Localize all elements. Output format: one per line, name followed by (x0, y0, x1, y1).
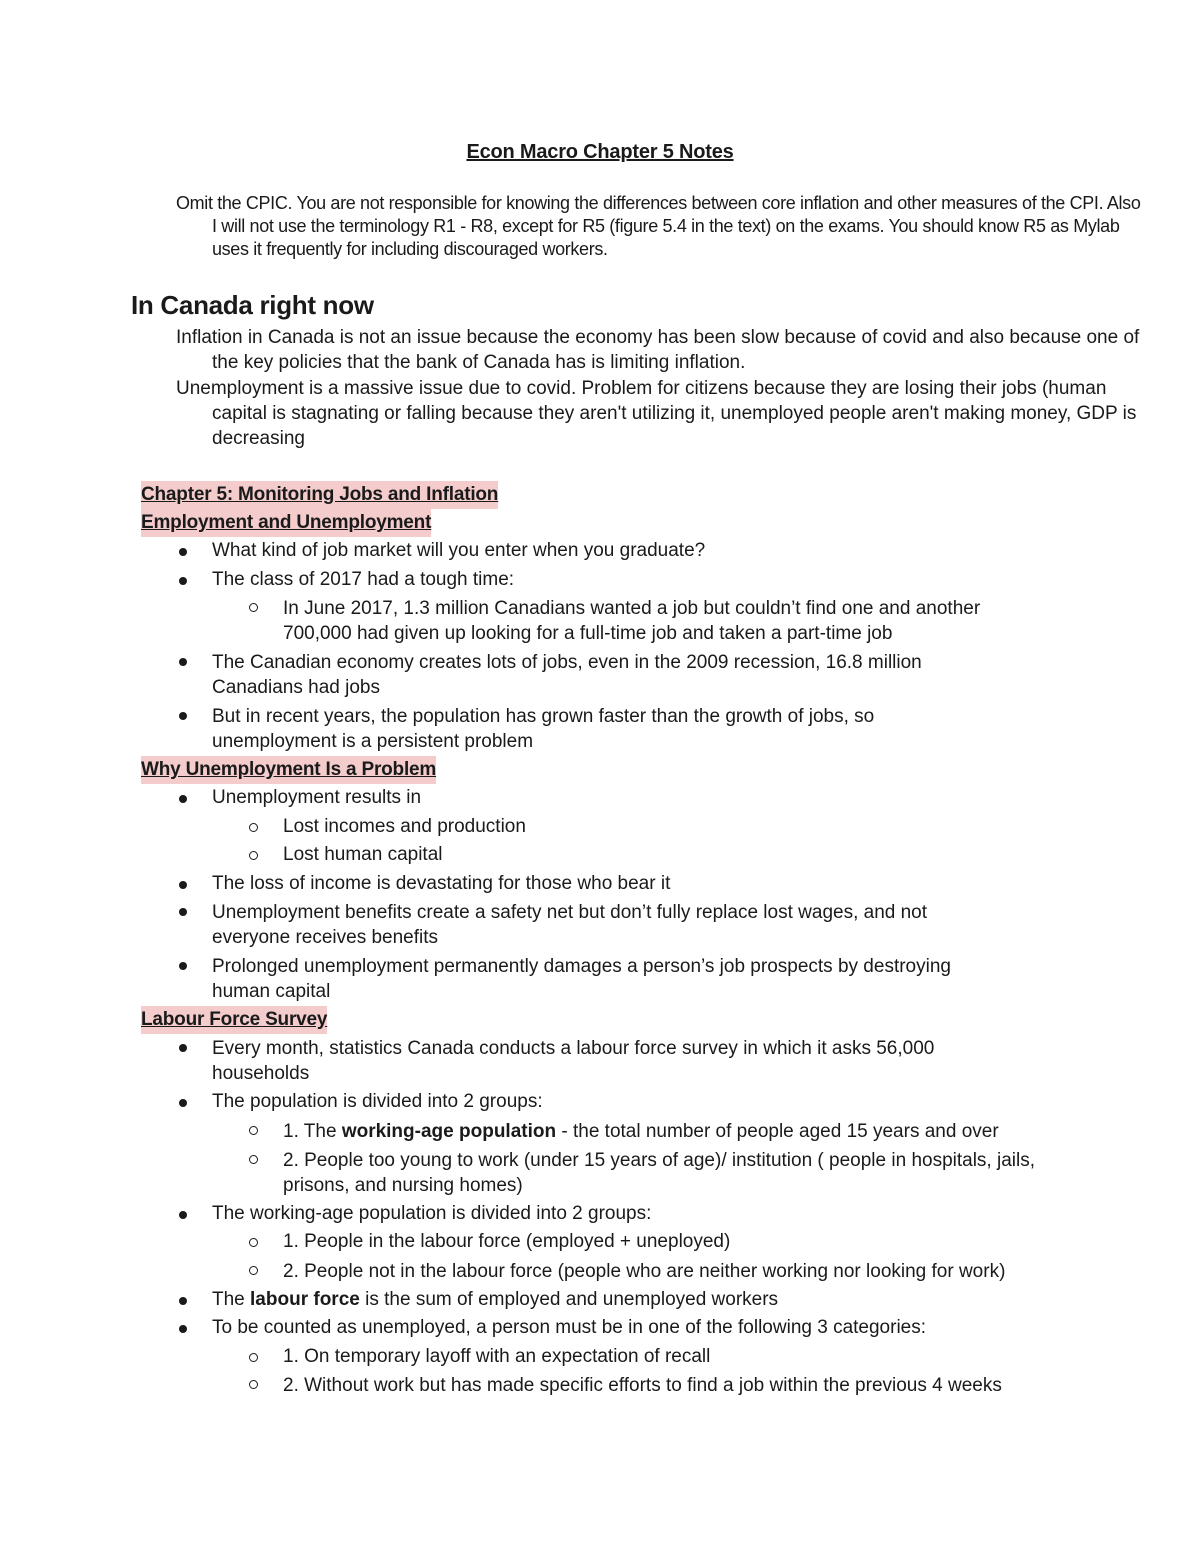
bullet-icon (179, 795, 187, 803)
list-item: 2. People too young to work (under 15 years of age)/ institution ( people in hospitals, jails, prisons, and nursing homes) (141, 1146, 1101, 1200)
list-item: 1. On temporary layoff with an expectation of recall (141, 1343, 1101, 1372)
bullet-icon (179, 1325, 187, 1333)
labour-force-term: labour force (250, 1288, 360, 1310)
circle-bullet-icon (249, 1353, 258, 1362)
list-item: Unemployment benefits create a safety net but don’t fully replace lost wages, and not everyone receives benefits (141, 898, 1101, 952)
list-item: Lost incomes and production (141, 813, 1101, 842)
circle-bullet-icon (249, 1238, 258, 1247)
bullet-icon (179, 1044, 187, 1052)
bullet-icon (179, 658, 187, 666)
circle-bullet-icon (249, 851, 258, 860)
list-item: The population is divided into 2 groups: (141, 1088, 1101, 1117)
list-item: The class of 2017 had a tough time: (141, 566, 1101, 595)
intro-paragraph: Omit the CPIC. You are not responsible for knowing the differences between core inflation and other measures of the CPI. Also I will not use the terminology R1 - R8, except for R5 (figure 5.4 in the text) on the exams. You should know R5 as Mylab uses it frequently for including discouraged workers. (176, 193, 1141, 259)
list-item: 2. People not in the labour force (people who are neither working nor looking for work) (141, 1257, 1101, 1286)
bullet-icon (179, 962, 187, 970)
document-title: Econ Macro Chapter 5 Notes (466, 141, 734, 163)
list-item: But in recent years, the population has grown faster than the growth of jobs, so unemployment is a persistent problem (141, 702, 1101, 756)
list-item: 2. Without work but has made specific efforts to find a job within the previous 4 weeks (141, 1371, 1101, 1400)
list-item: The Canadian economy creates lots of jobs, even in the 2009 recession, 16.8 million Canadians had jobs (141, 648, 1101, 702)
bullet-icon (179, 712, 187, 720)
bullet-icon (179, 1099, 187, 1107)
circle-bullet-icon (249, 823, 258, 832)
canada-unemployment-paragraph: Unemployment is a massive issue due to covid. Problem for citizens because they are losing their jobs (human capital is stagnating or falling because they aren't utilizing it, unemployed people aren't making money, GDP is decreasing (176, 378, 1137, 449)
employment-heading: Employment and Unemployment (141, 509, 431, 537)
list-item: Prolonged unemployment permanently damages a person’s job prospects by destroying human capital (141, 952, 1101, 1006)
canada-heading: In Canada right now (131, 290, 374, 320)
list-item: The working-age population is divided into 2 groups: (141, 1200, 1101, 1229)
list-item: Lost human capital (141, 841, 1101, 870)
list-item: 1. People in the labour force (employed + uneployed) (141, 1228, 1101, 1257)
list-item: The loss of income is devastating for those who bear it (141, 870, 1101, 899)
list-item: The labour force is the sum of employed and unemployed workers (141, 1286, 1101, 1315)
list-item: 1. The working-age population - the total number of people aged 15 years and over (141, 1117, 1101, 1146)
bullet-icon (179, 1297, 187, 1305)
bullet-icon (179, 881, 187, 889)
chapter-notes (141, 481, 1101, 1400)
bullet-icon (179, 1211, 187, 1219)
chapter-heading: Chapter 5: Monitoring Jobs and Inflation (141, 481, 498, 509)
bullet-icon (179, 908, 187, 916)
circle-bullet-icon (249, 603, 258, 612)
why-unemployment-heading: Why Unemployment Is a Problem (141, 756, 436, 784)
list-item: To be counted as unemployed, a person must be in one of the following 3 categories: (141, 1314, 1101, 1343)
circle-bullet-icon (249, 1380, 258, 1389)
list-item: Unemployment results in (141, 784, 1101, 813)
list-item: What kind of job market will you enter when you graduate? (141, 537, 1101, 566)
list-item: Every month, statistics Canada conducts a labour force survey in which it asks 56,000 households (141, 1034, 1101, 1088)
list-item: In June 2017, 1.3 million Canadians wanted a job but couldn’t find one and another 700,000 had given up looking for a full-time job and taken a part-time job (141, 594, 1101, 648)
circle-bullet-icon (249, 1126, 258, 1135)
labour-force-survey-list (141, 1034, 1101, 1400)
circle-bullet-icon (249, 1266, 258, 1275)
labour-force-survey-heading: Labour Force Survey (141, 1006, 327, 1034)
employment-list (141, 537, 1101, 756)
bullet-icon (179, 548, 187, 556)
bullet-icon (179, 577, 187, 585)
working-age-population-term: working-age population (341, 1120, 557, 1142)
circle-bullet-icon (249, 1155, 258, 1164)
canada-inflation-paragraph: Inflation in Canada is not an issue because the economy has been slow because of covid and also because one of the key policies that the bank of Canada has is limiting inflation. (176, 327, 1140, 373)
why-unemployment-list (141, 784, 1101, 1006)
